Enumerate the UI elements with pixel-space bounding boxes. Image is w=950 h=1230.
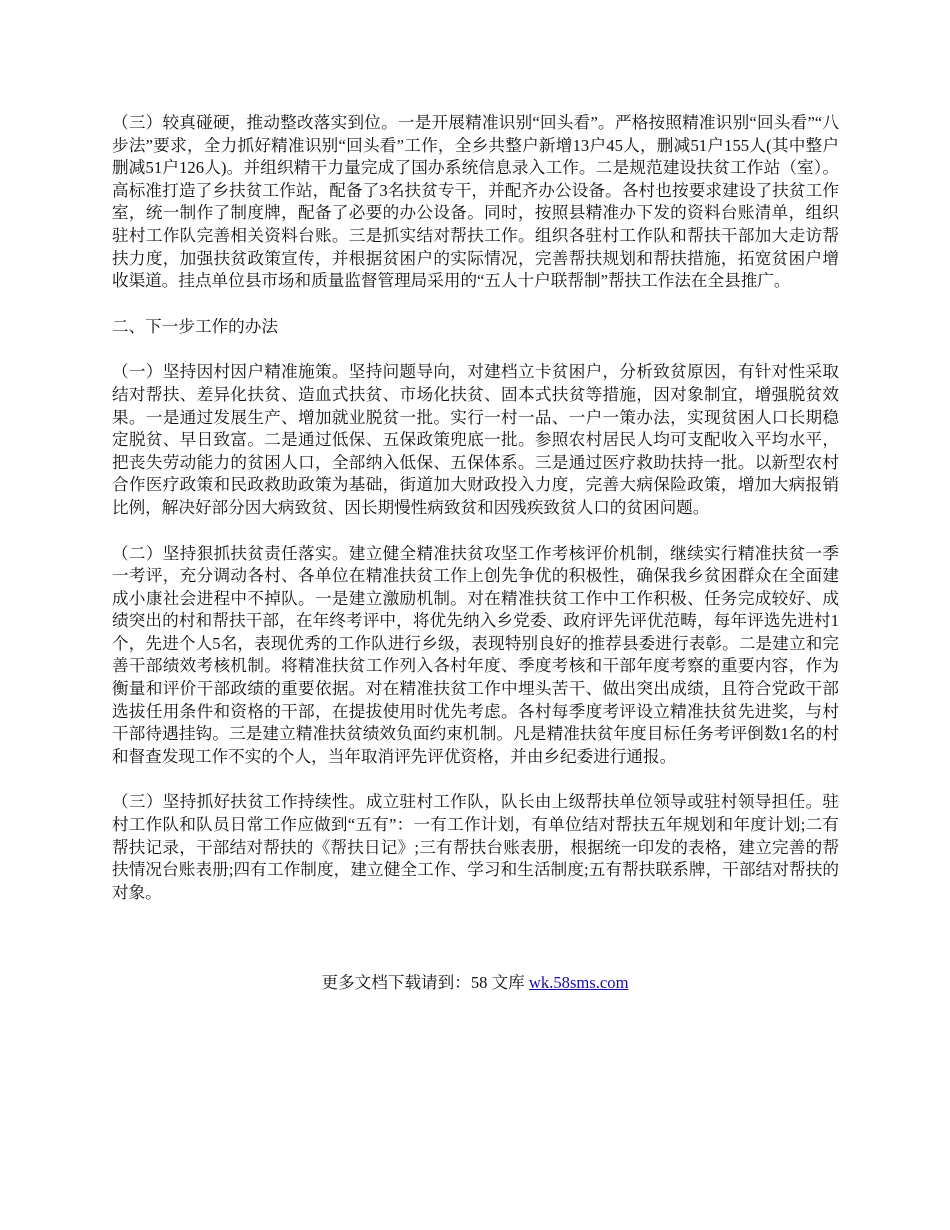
paragraph-responsibility: （二）坚持狠抓扶贫责任落实。建立健全精准扶贫攻坚工作考核评价机制，继续实行精准扶贫一季一考评，充分调动各村、各单位在精准扶贫工作上创先争优的积极性，确保我乡贫困群众在全面建成小康社会进程中不掉队。一是建立激励机制。对在精准扶贫工作中工作积极、任务完成较好、成绩突出的村和帮扶干部，在年终考评中，将优先纳入乡党委、政府评先评优范畴，每年评选先进村1个，先进个人5名，表现优秀的工作队进行乡级，表现特别良好的推荐县委进行表彰。二是建立和完善干部绩效考核机制。将精准扶贫工作列入各村年度、季度考核和干部年度考察的重要内容，作为衡量和评价干部政绩的重要依据。对在精准扶贫工作中埋头苦干、做出突出成绩，且符合党政干部选拔任用条件和资格的干部，在提拔使用时优先考虑。各村每季度考评设立精准扶贫先进奖，与村干部待遇挂钩。三是建立精准扶贫绩效负面约束机制。凡是精准扶贫年度目标任务考评倒数1名的村和督查发现工作不实的个人，当年取消评先评优资格，并由乡纪委进行通报。 [112,543,839,766]
paragraph-rectification: （三）较真碰硬，推动整改落实到位。一是开展精准识别“回头看”。严格按照精准识别“回头看”“八步法”要求，全力抓好精准识别“回头看”工作，全乡共整户新增13户45人，删减51户155人(其中整户删减51户126人)。并组织精干力量完成了国办系统信息录入工作。二是规范建设扶贫工作站（室）。高标准打造了乡扶贫工作站，配备了3名扶贫专干，并配齐办公设备。各村也按要求建设了扶贫工作室，统一制作了制度牌，配备了必要的办公设备。同时，按照县精准办下发的资料台账清单，组织驻村工作队完善相关资料台账。三是抓实结对帮扶工作。组织各驻村工作队和帮扶干部加大走访帮扶力度，加强扶贫政策宣传，并根据贫困户的实际情况，完善帮扶规划和帮扶措施，拓宽贫困户增收渠道。挂点单位县市场和质量监督管理局采用的“五人十户联帮制”帮扶工作法在全县推广。 [112,113,839,291]
footer-prefix: 更多文档下载请到：58 文库 [321,973,529,992]
footer [0,972,950,994]
section-heading-next-steps: 二、下一步工作的办法 [112,316,278,336]
paragraph-targeted-measures: （一）坚持因村因户精准施策。坚持问题导向，对建档立卡贫困户，分析致贫原因，有针对性采取结对帮扶、差异化扶贫、造血式扶贫、市场化扶贫、固本式扶贫等措施，因对象制宜，增强脱贫效果。一是通过发展生产、增加就业脱贫一批。实行一村一品、一户一策办法，实现贫困人口长期稳定脱贫、早日致富。二是通过低保、五保政策兜底一批。参照农村居民人均可支配收入平均水平，把丧失劳动能力的贫困人口，全部纳入低保、五保体系。三是通过医疗救助扶持一批。以新型农村合作医疗政策和民政救助政策为基础，街道加大财政投入力度，完善大病保险政策，增加大病报销比例，解决好部分因大病致贫、因长期慢性病致贫和因残疾致贫人口的贫困问题。 [112,362,839,517]
footer-link[interactable]: wk.58sms.com [528,973,629,992]
document-body [112,112,839,927]
paragraph-continuity: （三）坚持抓好扶贫工作持续性。成立驻村工作队，队长由上级帮扶单位领导或驻村领导担任。驻村工作队和队员日常工作应做到“五有”：一有工作计划，有单位结对帮扶五年规划和年度计划;二有帮扶记录，干部结对帮扶的《帮扶日记》;三有帮扶台账表册，根据统一印发的表格，建立完善的帮扶情况台账表册;四有工作制度，建立健全工作、学习和生活制度;五有帮扶联系牌，干部结对帮扶的对象。 [112,792,839,902]
